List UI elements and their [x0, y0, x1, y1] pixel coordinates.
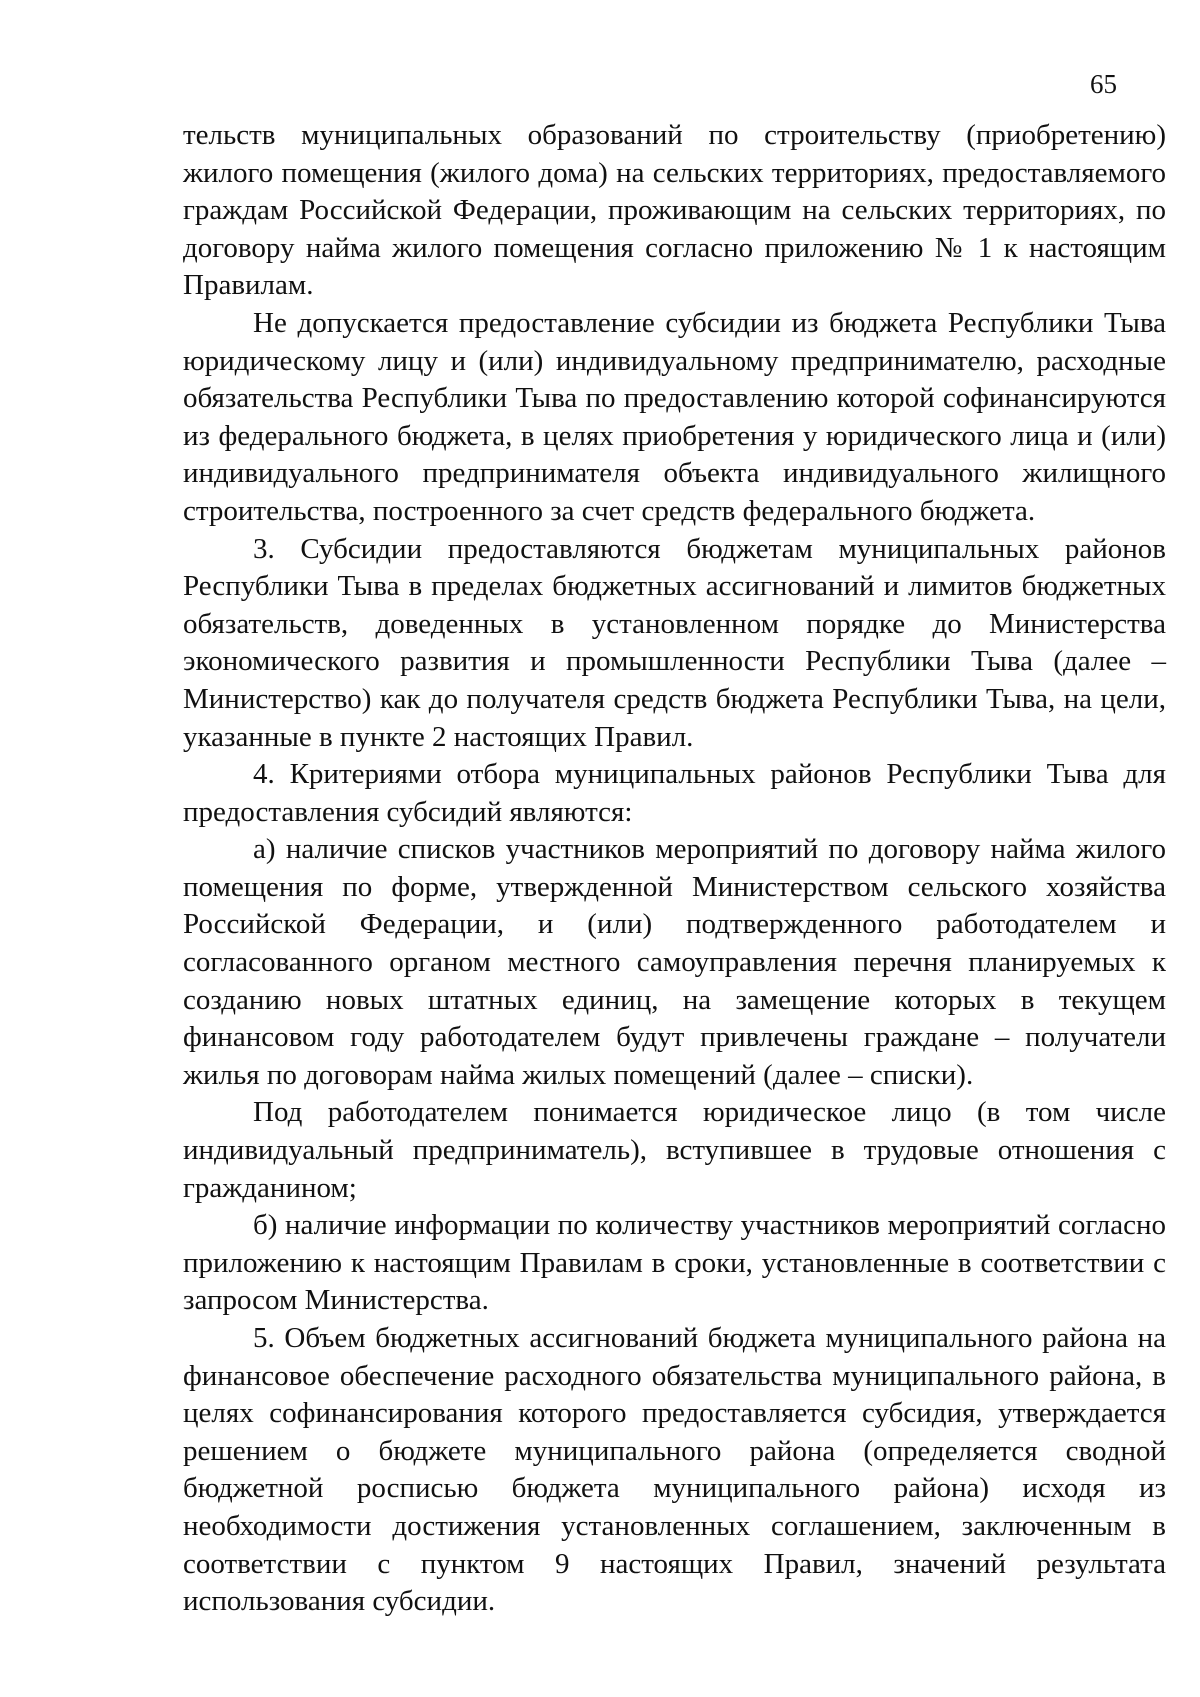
paragraph-item-3: 3. Субсидии предоставляются бюджетам муниципальных районов Республики Тыва в пределах бюджетных ассигнований и лимитов бюджетных обязательств, доведенных в установленном порядке до Министерства экономического развития и промышленности Республики Тыва (далее – Министерство) как до получателя средств бюджета Республики Тыва, на цели, указанные в пункте 2 настоящих Правил.: [183, 532, 1166, 753]
paragraph-continuation: тельств муниципальных образований по строительству (приобретению) жилого помещения (жилого дома) на сельских территориях, предоставляемого граждам Российской Федерации, проживающим на сельских территориях, по договору найма жилого помещения согласно приложению № 1 к настоящим Правилам.: [183, 119, 1166, 302]
paragraph-employer-definition: Под работодателем понимается юридическое лицо (в том числе индивидуальный предприниматель), вступившее в трудовые отношения с гражданином;: [183, 1096, 1166, 1204]
paragraph-item-4b: б) наличие информации по количеству участников мероприятий согласно приложению к настоящим Правилам в сроки, установленные в соответствии с запросом Министерства.: [183, 1209, 1166, 1317]
paragraph-item-4a: а) наличие списков участников мероприятий по договору найма жилого помещения по форме, утвержденной Министерством сельского хозяйства Российской Федерации, и (или) подтвержденного работодателем и согласованного органом местного самоуправления перечня планируемых к созданию новых штатных единиц, на замещение которых в текущем финансовом году работодателем будут привлечены граждане – получатели жилья по договорам найма жилых помещений (далее – списки).: [183, 833, 1166, 1091]
document-body: [183, 117, 1166, 1621]
paragraph-subsidy-restriction: Не допускается предоставление субсидии из бюджета Республики Тыва юридическому лицу и (или) индивидуальному предпринимателю, расходные обязательства Республики Тыва по предоставлению которой софинансируются из федерального бюджета, в целях приобретения у юридического лица и (или) индивидуального предпринимателя объекта индивидуального жилищного строительства, построенного за счет средств федерального бюджета.: [183, 306, 1166, 527]
paragraph-item-5: 5. Объем бюджетных ассигнований бюджета муниципального района на финансовое обеспечение расходного обязательства муниципального района, в целях софинансирования которого предоставляется субсидия, утверждается решением о бюджете муниципального района (определяется сводной бюджетной росписью бюджета муниципального района) исходя из необходимости достижения установленных соглашением, заключенным в соответствии с пунктом 9 настоящих Правил, значений результата использования субсидии.: [183, 1322, 1166, 1618]
page-number: 65: [1090, 69, 1117, 99]
paragraph-item-4: 4. Критериями отбора муниципальных районов Республики Тыва для предоставления субсидий являются:: [183, 758, 1166, 828]
